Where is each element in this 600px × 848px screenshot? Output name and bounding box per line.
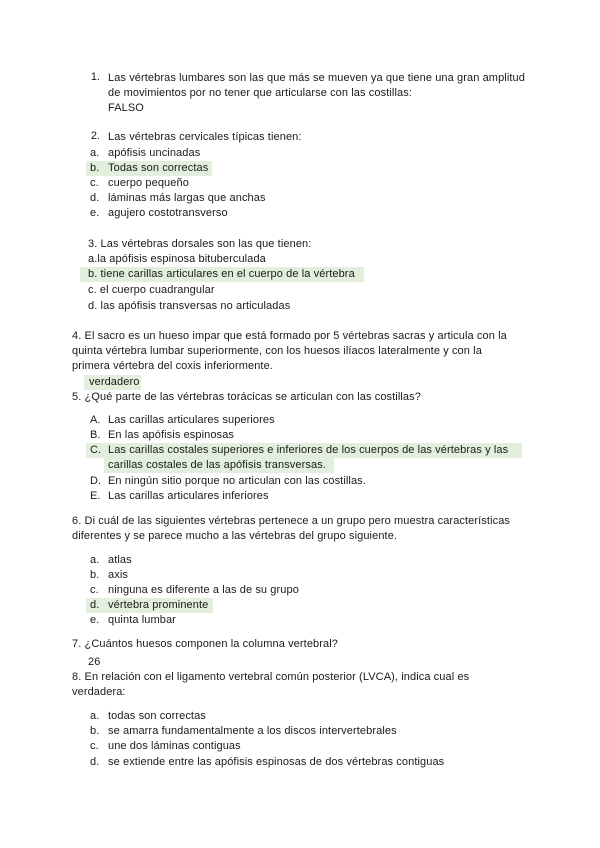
q2-option-text: cuerpo pequeño bbox=[108, 177, 189, 189]
q6-option-text: ninguna es diferente a las de su grupo bbox=[108, 584, 299, 596]
q5-option-text-correct: Las carillas costales superiores e inferiores de los cuerpos de las vértebras y las bbox=[108, 444, 509, 456]
q1-number: 1. bbox=[90, 71, 100, 83]
q8-option-text: se amarra fundamentalmente a los discos intervertebrales bbox=[108, 725, 397, 737]
q2-option-letter: b. bbox=[90, 162, 100, 174]
q8-option-text: se extiende entre las apófisis espinosas de dos vértebras contiguas bbox=[108, 756, 445, 768]
q3-option: a.la apófisis espinosa bituberculada bbox=[88, 253, 266, 265]
q7-answer: 26 bbox=[88, 656, 101, 668]
q6-option-letter: a. bbox=[90, 554, 100, 566]
q3-option: d. las apófisis transversas no articuladas bbox=[88, 300, 291, 312]
q8-option-letter: a. bbox=[90, 710, 100, 722]
q5-option-text: Las carillas articulares inferiores bbox=[108, 490, 269, 502]
q6-option-text-correct: vértebra prominente bbox=[108, 599, 209, 611]
q1-text-line2: de movimientos por no tener que articularse con las costillas: bbox=[108, 87, 412, 99]
q2-option-text: apófisis uncinadas bbox=[108, 147, 201, 159]
q5-option-letter: E. bbox=[90, 490, 101, 502]
q3-text: 3. Las vértebras dorsales son las que tienen: bbox=[88, 238, 312, 250]
q8-option-letter: c. bbox=[90, 740, 99, 752]
q5-option-text: En ningún sitio porque no articulan con las costillas. bbox=[108, 475, 366, 487]
q8-text-line1: 8. En relación con el ligamento vertebral común posterior (LVCA), indica cual es bbox=[72, 671, 470, 683]
q2-option-letter: c. bbox=[90, 177, 99, 189]
q5-text: 5. ¿Qué parte de las vértebras torácicas se articulan con las costillas? bbox=[72, 391, 421, 403]
q8-text-line2: verdadera: bbox=[72, 686, 126, 698]
q7-text: 7. ¿Cuántos huesos componen la columna vertebral? bbox=[72, 638, 338, 650]
q5-option-text: En las apófisis espinosas bbox=[108, 429, 235, 441]
q6-text-line1: 6. Di cuál de las siguientes vértebras pertenece a un grupo pero muestra características bbox=[72, 515, 511, 527]
q5-option-letter: C. bbox=[90, 444, 102, 456]
q2-option-letter: a. bbox=[90, 147, 100, 159]
q8-option-letter: d. bbox=[90, 756, 100, 768]
q5-option-letter: D. bbox=[90, 475, 102, 487]
q4-text-line1: 4. El sacro es un hueso impar que está formado por 5 vértebras sacras y articula con la bbox=[72, 330, 507, 342]
q1-answer: FALSO bbox=[108, 102, 144, 114]
q5-option-text-correct-cont: carillas costales de las apófisis transversas. bbox=[108, 459, 326, 471]
q8-option-letter: b. bbox=[90, 725, 100, 737]
q8-option-text: todas son correctas bbox=[108, 710, 206, 722]
q4-answer: verdadero bbox=[89, 376, 140, 388]
q2-option-letter: e. bbox=[90, 207, 100, 219]
q6-option-text: axis bbox=[108, 569, 128, 581]
q6-option-letter: e. bbox=[90, 614, 100, 626]
q2-text: Las vértebras cervicales típicas tienen: bbox=[108, 131, 302, 143]
q3-option-correct: b. tiene carillas articulares en el cuerpo de la vértebra bbox=[88, 268, 355, 280]
q8-option-text: une dos láminas contiguas bbox=[108, 740, 241, 752]
q3-option: c. el cuerpo cuadrangular bbox=[88, 284, 215, 296]
q4-text-line3: primera vértebra del coxis inferiormente. bbox=[72, 360, 273, 372]
q4-text-line2: quinta vértebra lumbar superiormente, con los huesos ilíacos lateralmente y con la bbox=[72, 345, 482, 357]
q6-text-line2: diferentes y se parece mucho a las vértebras del grupo siguiente. bbox=[72, 530, 398, 542]
q6-option-letter: b. bbox=[90, 569, 100, 581]
q5-option-letter: A. bbox=[90, 414, 101, 426]
q2-option-text: agujero costotransverso bbox=[108, 207, 228, 219]
q2-option-text-correct: Todas son correctas bbox=[108, 162, 209, 174]
q5-option-letter: B. bbox=[90, 429, 101, 441]
q2-number: 2. bbox=[90, 130, 100, 142]
q6-option-text: quinta lumbar bbox=[108, 614, 176, 626]
q2-option-letter: d. bbox=[90, 192, 100, 204]
q6-option-letter: d. bbox=[90, 599, 100, 611]
q1-text-line1: Las vértebras lumbares son las que más se mueven ya que tiene una gran amplitud bbox=[108, 72, 525, 84]
q6-option-letter: c. bbox=[90, 584, 99, 596]
q5-option-text: Las carillas articulares superiores bbox=[108, 414, 275, 426]
q2-option-text: láminas más largas que anchas bbox=[108, 192, 266, 204]
q6-option-text: atlas bbox=[108, 554, 132, 566]
